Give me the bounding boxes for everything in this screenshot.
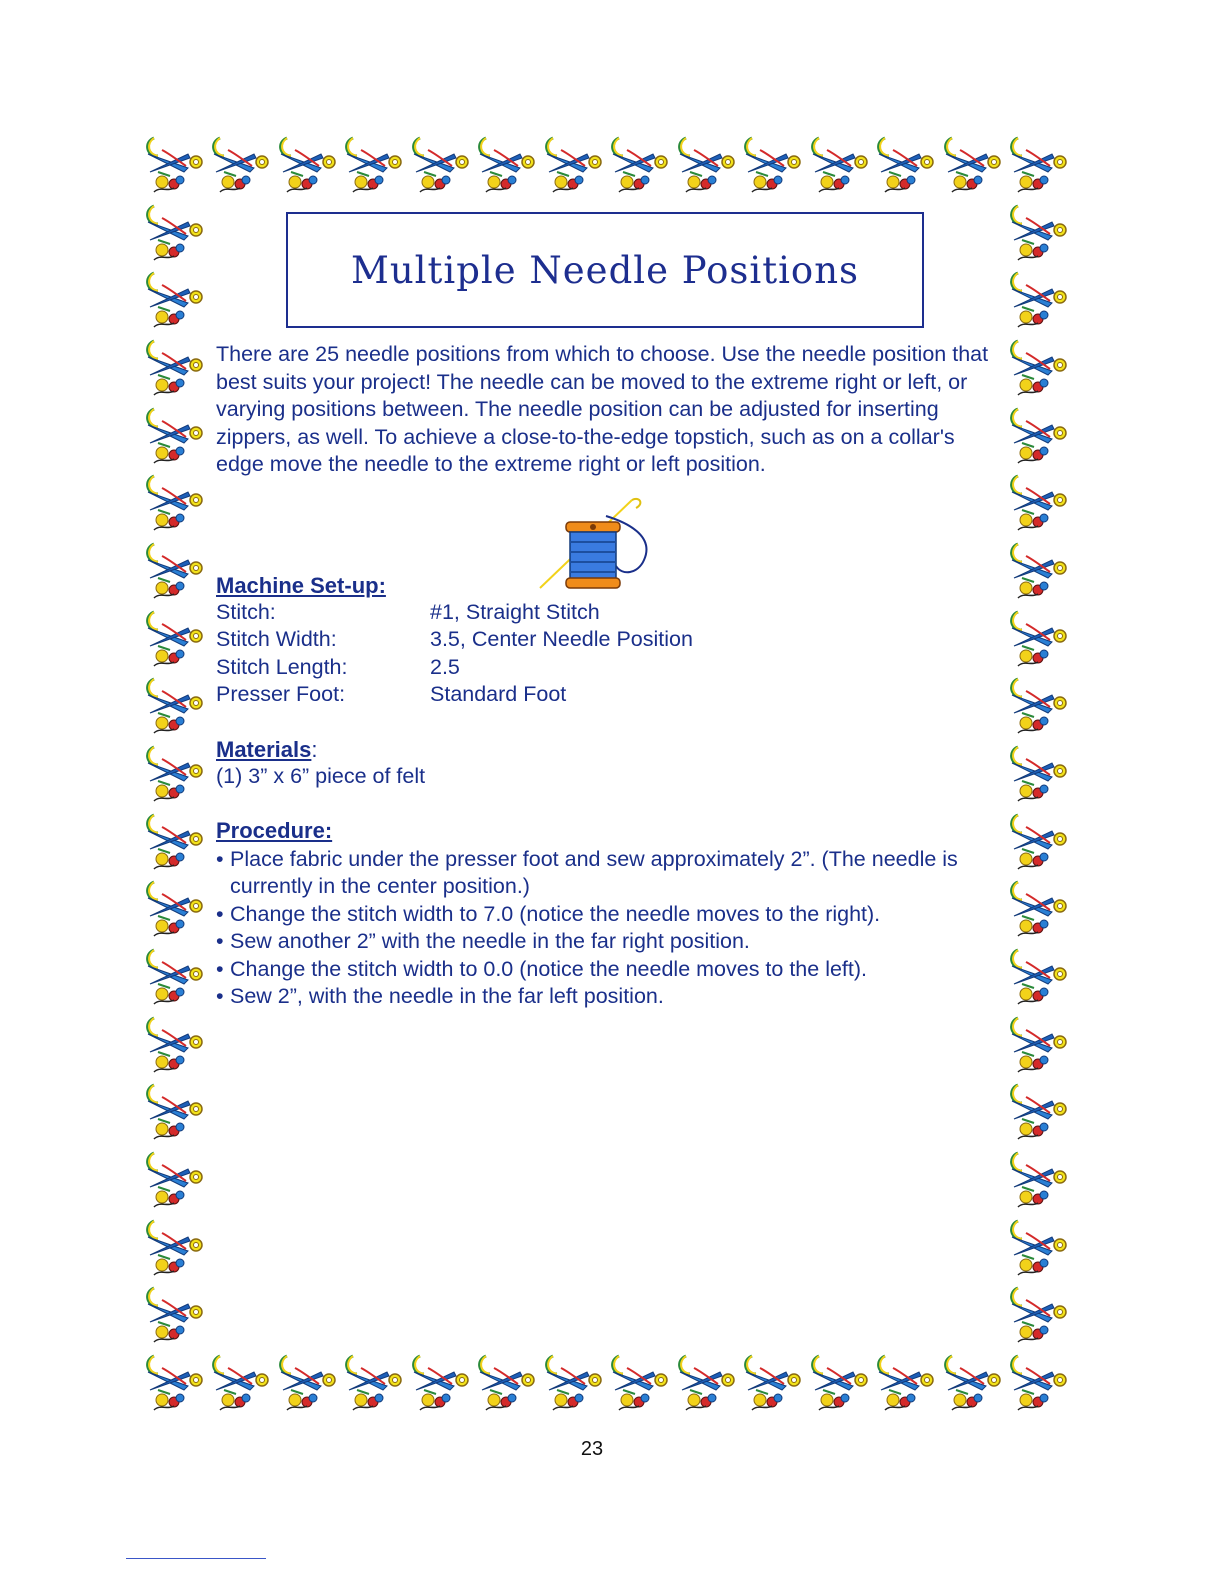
scissors-thread-icon (140, 741, 208, 809)
procedure-heading: Procedure: (216, 818, 333, 843)
bullet-icon: • (216, 956, 224, 981)
scissors-thread-icon (339, 132, 407, 200)
scissors-thread-icon (140, 809, 208, 877)
scissors-thread-icon (140, 1215, 208, 1283)
scissors-thread-icon (140, 403, 208, 471)
materials-item: (1) 3” x 6” piece of felt (216, 764, 426, 788)
scissors-thread-icon (1004, 200, 1072, 268)
list-item (216, 928, 976, 955)
scissors-thread-icon (1004, 1282, 1072, 1350)
scissors-thread-icon (339, 1350, 407, 1418)
scissors-thread-icon (140, 1079, 208, 1147)
footnote-divider (126, 1558, 266, 1559)
scissors-thread-icon (140, 132, 208, 200)
scissors-thread-icon (805, 1350, 873, 1418)
thread-spool-icon (536, 494, 660, 594)
scissors-thread-icon (1004, 606, 1072, 674)
scissors-thread-icon (140, 200, 208, 268)
scissors-thread-icon (539, 1350, 607, 1418)
list-item (216, 956, 976, 983)
scissors-thread-icon (539, 132, 607, 200)
setup-value: Standard Foot (430, 682, 567, 706)
bullet-icon: • (216, 901, 224, 926)
scissors-thread-icon (406, 1350, 474, 1418)
setup-row-stitch-width (216, 627, 916, 654)
scissors-thread-icon (1004, 403, 1072, 471)
setup-row-presser-foot (216, 682, 916, 709)
setup-row-stitch (216, 600, 916, 627)
procedure-step: Change the stitch width to 0.0 (notice the needle moves to the left). (230, 956, 868, 981)
scissors-thread-icon (1004, 1079, 1072, 1147)
scissors-thread-icon (871, 1350, 939, 1418)
scissors-thread-icon (1004, 132, 1072, 200)
scissors-thread-icon (1004, 741, 1072, 809)
scissors-thread-icon (206, 132, 274, 200)
setup-row-stitch-length (216, 655, 916, 682)
list-item (216, 983, 976, 1010)
page-title: Multiple Needle Positions (350, 248, 860, 292)
scissors-thread-icon (140, 470, 208, 538)
scissors-thread-icon (938, 1350, 1006, 1418)
list-item (216, 846, 976, 901)
scissors-thread-icon (406, 132, 474, 200)
scissors-thread-icon (738, 1350, 806, 1418)
procedure-step: Sew another 2” with the needle in the far right position. (230, 929, 750, 954)
intro-paragraph: There are 25 needle positions from which to choose. Use the needle position that best suits your project! The needle can be moved to the extreme right or left, or varying positions between. The needle position can be adjusted for inserting zippers, as well. To achieve a close-to-the-edge topstich, such as on a collar's edge move the needle to the extreme right or left position. (216, 342, 989, 476)
setup-label: Stitch: (216, 600, 276, 624)
scissors-thread-icon (273, 1350, 341, 1418)
scissors-thread-icon (805, 132, 873, 200)
machine-setup-heading: Machine Set-up: (216, 573, 386, 598)
scissors-thread-icon (140, 538, 208, 606)
scissors-thread-icon (140, 267, 208, 335)
setup-value: 2.5 (430, 655, 460, 679)
scissors-thread-icon (605, 132, 673, 200)
setup-value: 3.5, Center Needle Position (430, 627, 693, 651)
scissors-thread-icon (140, 1147, 208, 1215)
scissors-thread-icon (273, 132, 341, 200)
scissors-thread-icon (1004, 267, 1072, 335)
scissors-thread-icon (1004, 1215, 1072, 1283)
scissors-thread-icon (140, 1012, 208, 1080)
scissors-thread-icon (605, 1350, 673, 1418)
scissors-thread-icon (1004, 673, 1072, 741)
scissors-thread-icon (472, 132, 540, 200)
setup-label: Presser Foot: (216, 682, 346, 706)
scissors-thread-icon (140, 1282, 208, 1350)
scissors-thread-icon (672, 132, 740, 200)
setup-value: #1, Straight Stitch (430, 600, 600, 624)
list-item (216, 901, 976, 928)
scissors-thread-icon (871, 132, 939, 200)
scissors-thread-icon (1004, 335, 1072, 403)
setup-label: Stitch Length: (216, 655, 348, 679)
scissors-thread-icon (140, 1350, 208, 1418)
scissors-thread-icon (1004, 944, 1072, 1012)
scissors-thread-icon (472, 1350, 540, 1418)
scissors-thread-icon (140, 606, 208, 674)
scissors-thread-icon (672, 1350, 740, 1418)
scissors-thread-icon (140, 944, 208, 1012)
scissors-thread-icon (738, 132, 806, 200)
materials-heading-text: Materials (216, 737, 312, 762)
setup-label: Stitch Width: (216, 627, 337, 651)
scissors-thread-icon (1004, 809, 1072, 877)
procedure-list (216, 846, 976, 1010)
bullet-icon: • (216, 847, 224, 871)
procedure-step: Sew 2”, with the needle in the far left position. (230, 984, 664, 1009)
title-box (286, 212, 924, 328)
scissors-thread-icon (1004, 1350, 1072, 1418)
procedure-step: Place fabric under the presser foot and sew approximately 2”. (The needle is currently in the center position.) (230, 847, 958, 899)
materials-heading (216, 737, 318, 763)
bullet-icon: • (216, 984, 224, 1009)
scissors-thread-icon (1004, 538, 1072, 606)
page-number: 23 (580, 1438, 604, 1460)
scissors-thread-icon (1004, 470, 1072, 538)
materials-colon: : (311, 737, 318, 762)
scissors-thread-icon (1004, 1147, 1072, 1215)
scissors-thread-icon (140, 335, 208, 403)
scissors-thread-icon (140, 673, 208, 741)
scissors-thread-icon (206, 1350, 274, 1418)
scissors-thread-icon (938, 132, 1006, 200)
procedure-step: Change the stitch width to 7.0 (notice the needle moves to the right). (230, 901, 881, 926)
bullet-icon: • (216, 929, 224, 954)
scissors-thread-icon (1004, 876, 1072, 944)
scissors-thread-icon (140, 876, 208, 944)
scissors-thread-icon (1004, 1012, 1072, 1080)
